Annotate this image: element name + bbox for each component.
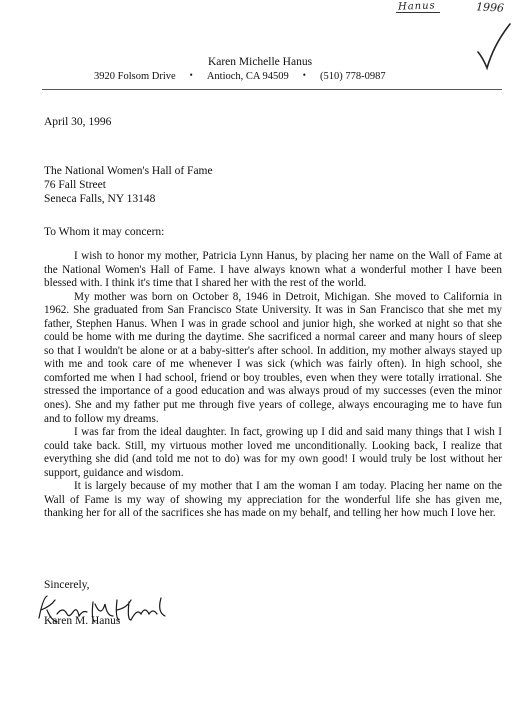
recipient-address <box>44 166 213 208</box>
letterhead-rule <box>42 89 502 90</box>
recipient-line: 76 Fall Street <box>44 179 106 191</box>
recipient-line: The National Women's Hall of Fame <box>44 165 213 177</box>
letterhead-street: 3920 Folsom Drive <box>94 71 176 82</box>
recipient-line: Seneca Falls, NY 13148 <box>44 193 156 205</box>
salutation: To Whom it may concern: <box>44 226 165 238</box>
closing: Sincerely, <box>44 579 90 591</box>
letterhead-name: Karen Michelle Hanus <box>207 56 313 68</box>
signer-name: Karen M. Hanus <box>44 615 121 627</box>
handwritten-name-annotation: Hanus <box>397 0 436 13</box>
letterhead-address <box>94 70 386 82</box>
body-paragraph: My mother was born on October 8, 1946 in Detroit, Michigan. She moved to California in 1962. She graduated from San Francisco State University. It was in San Francisco that she met my father, Stephen Hanus. When I was in grade school and junior high, she worked at night so that she could be home with me during the daytime. She sacrificed a normal career and many hours of sleep so that I wouldn't be alone or at a baby-sitter's after school. In addition, my mother always stayed up with me and took care of me whenever I was sick (which was fairly often). In high school, she comforted me when I had school, friend or boy troubles, even when they were totally irrational. She stressed the importance of a good education and was always proud of my successes (even the minor ones). She and my father put me through five years of college, always encouraging me to have fun and to follow my dreams. <box>44 290 502 425</box>
letter-date: April 30, 1996 <box>44 116 112 128</box>
letterhead-phone: (510) 778-0987 <box>319 71 386 82</box>
letterhead-city: Antioch, CA 94509 <box>206 71 289 82</box>
letter-body <box>44 250 502 521</box>
bullet-separator: • <box>302 70 306 80</box>
body-paragraph: I was far from the ideal daughter. In fact, growing up I did and said many things that I wish I could take back. Still, my virtuous mother loved me unconditionally. Looking back, I realize that everything she did (and told me not to do) was for my own good! I would truly be lost without her support, guidance and wisdom. <box>44 426 502 479</box>
body-paragraph: It is largely because of my mother that I am the woman I am today. Placing her name on the Wall of Fame is my way of showing my appreciation for the wonderful life she has given me, thanking her for all of the sacrifices she has made on my behalf, and telling her how much I love her. <box>44 480 502 520</box>
handwritten-year-annotation: 1996 <box>475 0 505 15</box>
body-paragraph: I wish to honor my mother, Patricia Lynn Hanus, by placing her name on the Wall of Fame at the National Women's Hall of Fame. I have always known what a wonderful mother I have been blessed with. I think it's time that I shared her with the rest of the world. <box>44 250 502 290</box>
bullet-separator: • <box>189 70 193 80</box>
annotation-underline <box>396 12 440 13</box>
